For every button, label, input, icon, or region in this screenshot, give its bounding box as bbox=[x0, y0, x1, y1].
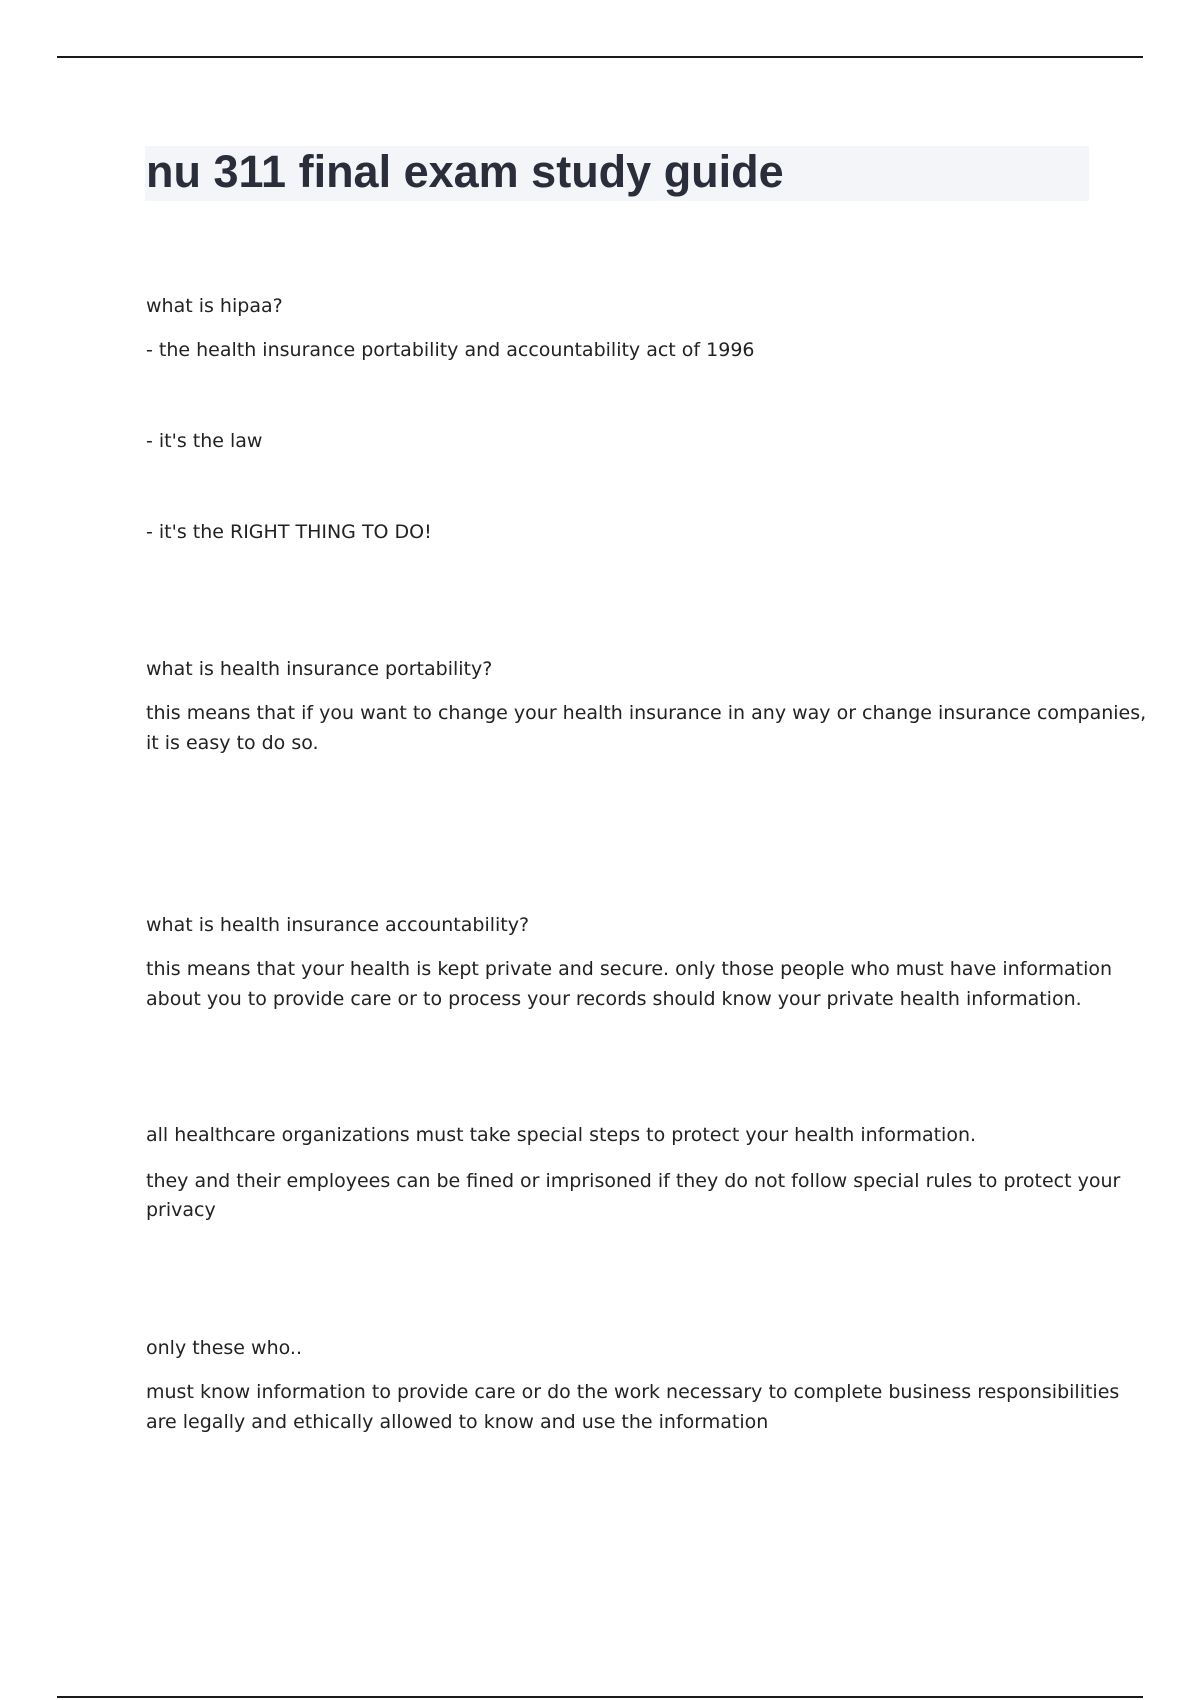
card-3-definition-line-1: this means that your health is kept private and secure. only those people who must have information bbox=[146, 958, 1113, 980]
card-1-definition-line-1: - the health insurance portability and accountability act of 1996 bbox=[146, 339, 755, 361]
card-1-definition-line-2: - it's the law bbox=[146, 430, 263, 452]
card-1-definition-line-3: - it's the RIGHT THING TO DO! bbox=[146, 521, 432, 543]
card-5-definition-line-1: must know information to provide care or do the work necessary to complete business responsibilities bbox=[146, 1381, 1120, 1403]
card-1-term: what is hipaa? bbox=[146, 295, 283, 317]
card-2-definition-line-1: this means that if you want to change your health insurance in any way or change insurance companies, bbox=[146, 702, 1147, 724]
card-3-term: what is health insurance accountability? bbox=[146, 914, 530, 936]
card-2-term: what is health insurance portability? bbox=[146, 658, 493, 680]
top-rule bbox=[57, 56, 1143, 58]
card-4-definition-line-2: privacy bbox=[146, 1199, 216, 1221]
document-title: nu 311 final exam study guide bbox=[146, 146, 784, 197]
bottom-rule bbox=[57, 1696, 1143, 1698]
card-4-definition-line-1: they and their employees can be fined or imprisoned if they do not follow special rules to protect your bbox=[146, 1170, 1121, 1192]
card-4-term: all healthcare organizations must take special steps to protect your health information. bbox=[146, 1124, 977, 1146]
card-5-term: only these who.. bbox=[146, 1337, 302, 1359]
card-2-definition-line-2: it is easy to do so. bbox=[146, 732, 319, 754]
card-3-definition-line-2: about you to provide care or to process your records should know your private health information. bbox=[146, 988, 1082, 1010]
card-5-definition-line-2: are legally and ethically allowed to know and use the information bbox=[146, 1411, 769, 1433]
